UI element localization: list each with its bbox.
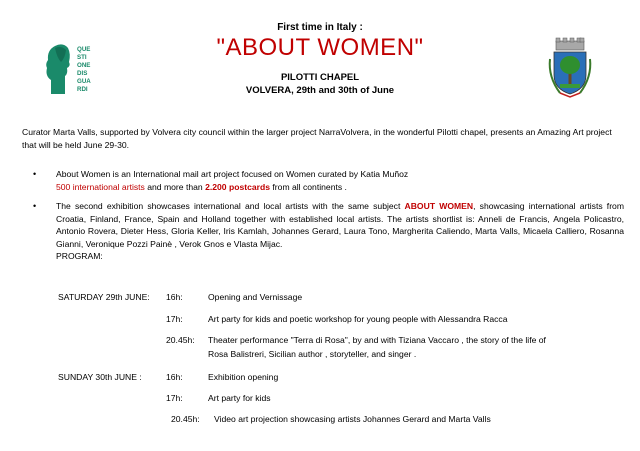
postcards-count: 2.200 postcards — [205, 181, 271, 192]
saturday-activity-2: Art party for kids and poetic workshop for young people with Alessandra Racca — [208, 314, 508, 324]
first-time-line: First time in Italy : — [277, 22, 363, 33]
sunday-activity-3: Video art projection showcasing artists Johannes Gerard and Marta Valls — [214, 414, 491, 424]
logo-letters-3: ONE — [77, 62, 91, 69]
bullet-1-line-1: About Women is an International mail art project focused on Women curated by Katia Muñoz — [56, 169, 409, 179]
saturday-activity-3: Theater performance "Terra di Rosa", by and with Tiziana Vaccaro , the story of the life of — [208, 335, 546, 345]
bullet-1-line-2: 500 international artists and more than 2.200 postcards from all continents . — [56, 181, 347, 192]
saturday-time-2: 17h: — [166, 314, 183, 324]
page-title: "ABOUT WOMEN" — [216, 34, 424, 61]
bullet-second-exhibition: The second exhibition showcases international and local artists with the same subject ABOUT WOMEN, showcasing international artists from Croatia, Finland, France, Spain and Holland together with established local artists. The artists shortlist is: Anneli de Francis, Angela Policastro, Antonio Rovera, Dieter Hess, Gloria Keller, Iris Kamlah, Johannes Gerard, Laura Tono, Margherita Caliendo, Marta Valls, Micaela Calliero, Rosanna Gianni, Veronique Pozzi Painè , Verok Gnos e Vlasta Mijac. PROGRAM: — [56, 201, 624, 262]
sunday-time-2: 17h: — [166, 393, 183, 403]
saturday-activity-3-cont: Rosa Balistreri, Sicilian author , storyteller, and singer . — [208, 349, 417, 359]
chapel-name: PILOTTI CHAPEL — [280, 72, 360, 83]
volvera-coat-of-arms-icon — [546, 37, 594, 99]
logo-letters-1: QUE — [77, 46, 91, 53]
logo-letters-4: DIS — [77, 70, 88, 77]
logo-letters-6: RDI — [77, 86, 88, 93]
saturday-time-3: 20.45h: — [166, 335, 195, 345]
bullet-marker: • — [33, 169, 37, 179]
logo-letters-2: STI — [77, 54, 87, 61]
sunday-time-1: 16h: — [166, 372, 183, 382]
intro-paragraph: Curator Marta Valls, supported by Volvera city council within the larger project NarraVolvera, in the wonderful Pilotti chapel, presents an Amazing Art project that will be held June 29-30. — [22, 127, 612, 150]
logo-letters-5: GUA — [77, 78, 91, 85]
subject-about-women: ABOUT WOMEN — [404, 201, 474, 211]
saturday-time-1: 16h: — [166, 292, 183, 302]
sunday-activity-1: Exhibition opening — [208, 372, 279, 382]
artists-count: 500 international artists — [56, 181, 145, 192]
questione-dei-sguardi-logo — [41, 40, 107, 96]
bullet-about-women — [56, 168, 624, 193]
venue-date: VOLVERA, 29th and 30th of June — [245, 85, 395, 96]
sunday-day-label: SUNDAY 30th JUNE : — [58, 372, 142, 382]
saturday-day-label: SATURDAY 29th JUNE: — [58, 292, 150, 302]
program-label: PROGRAM: — [56, 251, 103, 262]
bullet-marker: • — [33, 201, 37, 211]
sunday-time-3: 20.45h: — [171, 414, 200, 424]
saturday-activity-1: Opening and Vernissage — [208, 292, 303, 302]
sunday-activity-2: Art party for kids — [208, 393, 271, 403]
